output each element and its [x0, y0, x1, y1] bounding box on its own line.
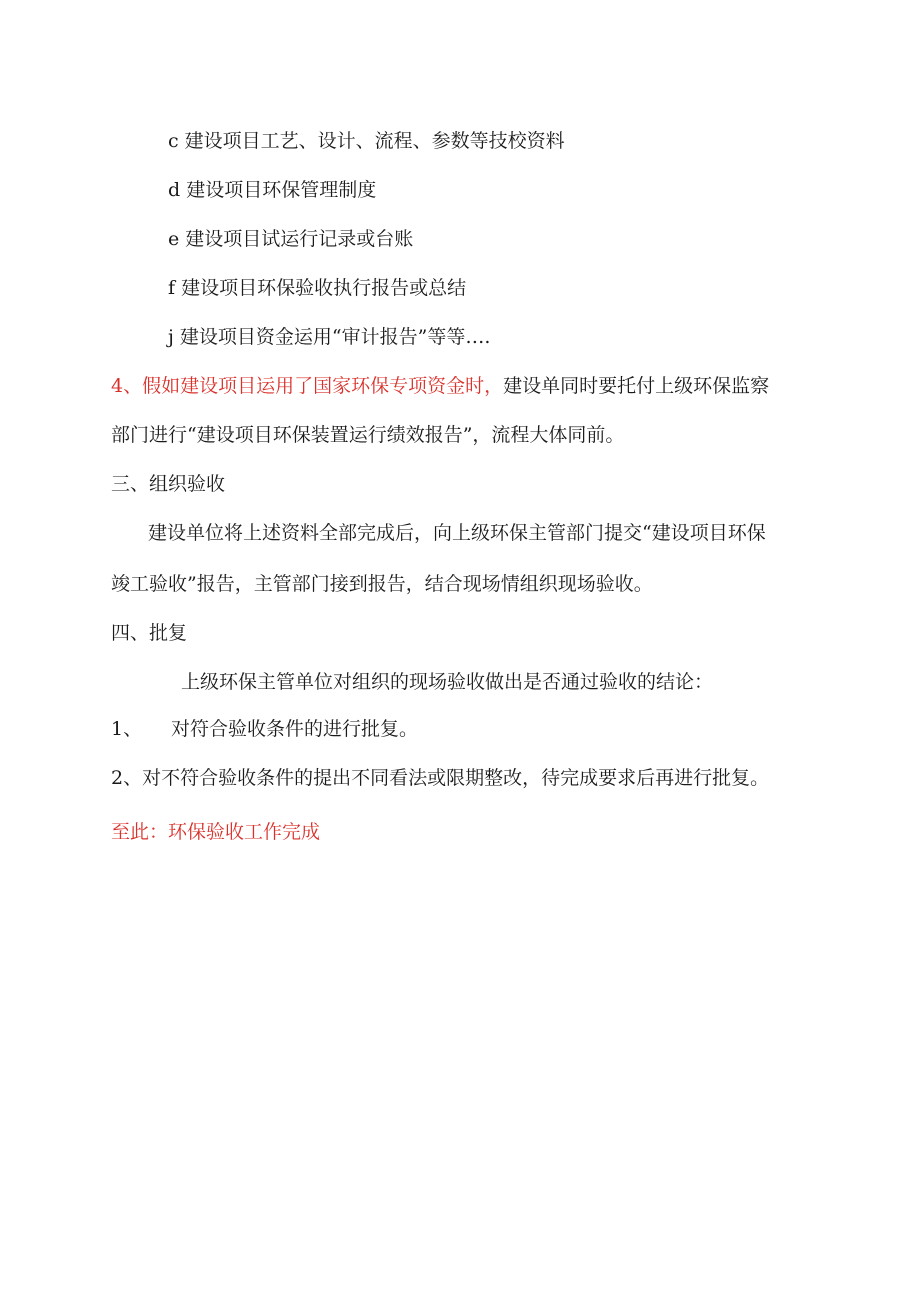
closing-statement: 至此：环保验收工作完成 — [111, 821, 321, 843]
section-3-paragraph-line-1: 建设单位将上述资料全部完成后，向上级环保主管部门提交“建设项目环保 — [148, 522, 766, 544]
item-4-highlight: 4、假如建设项目运用了国家环保专项资金时， — [111, 375, 504, 397]
list-text: 对符合验收条件的进行批复。 — [171, 718, 419, 740]
list-item-e: e 建设项目试运行记录或台账 — [168, 228, 414, 250]
section-3-paragraph-line-2: 竣工验收”报告，主管部门接到报告，结合现场情组织现场验收。 — [111, 573, 653, 595]
list-item-c: c 建设项目工艺、设计、流程、参数等技校资料 — [168, 130, 565, 152]
list-item-j: j 建设项目资金运用“审计报告”等等…. — [168, 326, 491, 348]
section-4-list-item-1 — [111, 716, 418, 742]
list-item-d: d 建设项目环保管理制度 — [168, 179, 377, 201]
item-4-line-1 — [111, 373, 769, 399]
section-4-heading: 四、批复 — [111, 622, 188, 644]
section-4-list-item-2: 2、对不符合验收条件的提出不同看法或限期整改，待完成要求后再进行批复。 — [111, 767, 770, 789]
section-4-intro: 上级环保主管单位对组织的现场验收做出是否通过验收的结论： — [181, 671, 714, 693]
list-number: 1、 — [111, 718, 143, 740]
section-3-heading: 三、组织验收 — [111, 473, 226, 495]
list-item-f: f 建设项目环保验收执行报告或总结 — [168, 277, 467, 299]
item-4-line-2: 部门进行“建设项目环保装置运行绩效报告”，流程大体同前。 — [111, 424, 625, 446]
item-4-rest: 建设单同时要托付上级环保监察 — [503, 375, 770, 397]
